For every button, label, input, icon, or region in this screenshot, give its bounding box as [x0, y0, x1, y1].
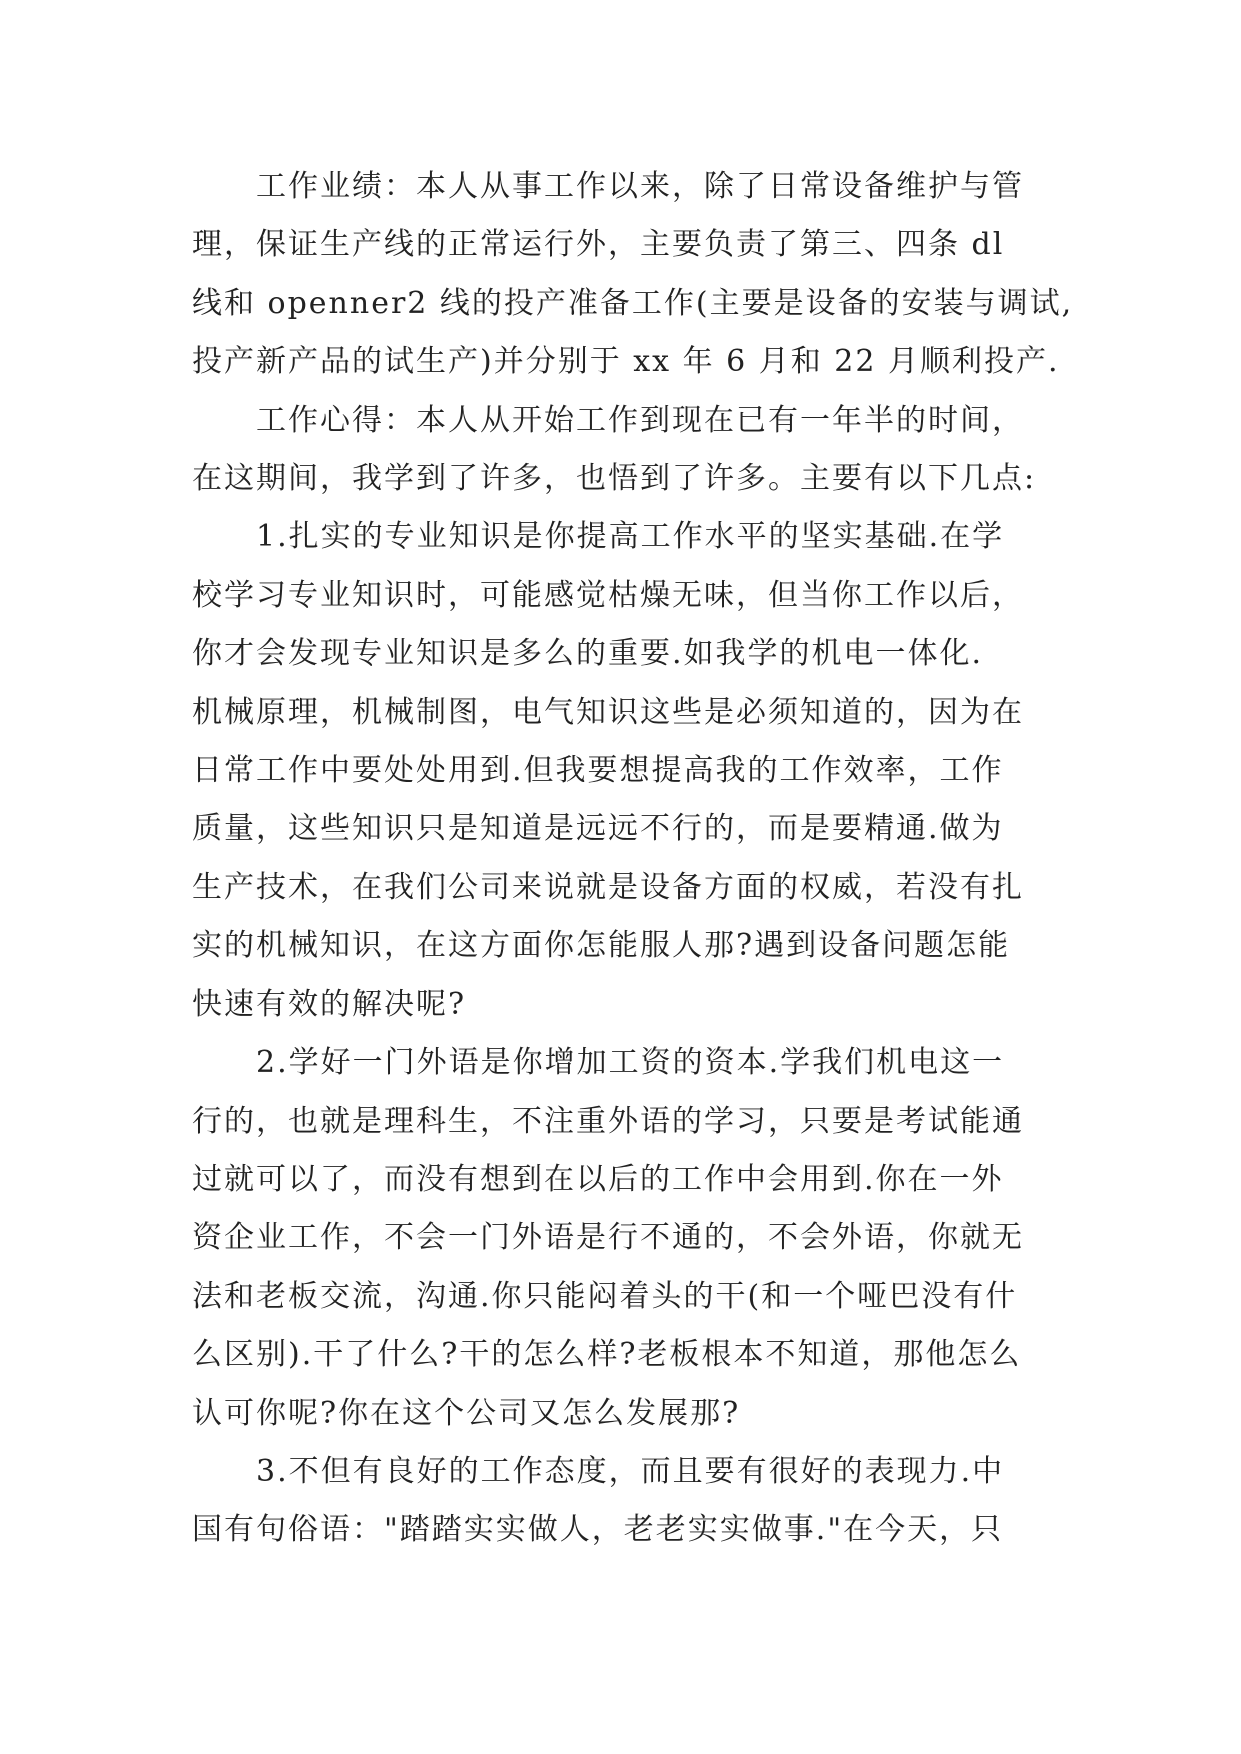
text-line: 资企业工作，不会一门外语是行不通的，不会外语，你就无	[192, 1220, 1024, 1256]
text-line: 工作心得：本人从开始工作到现在已有一年半的时间，	[256, 402, 1024, 438]
text-line: 2.学好一门外语是你增加工资的资本.学我们机电这一	[256, 1045, 1005, 1081]
text-line: 过就可以了，而没有想到在以后的工作中会用到.你在一外	[192, 1161, 1004, 1197]
paragraph-point-3	[192, 1443, 1092, 1560]
paragraph-work-insights	[192, 392, 1092, 509]
text-line: 质量，这些知识只是知道是远远不行的，而是要精通.做为	[192, 811, 1004, 847]
text-line: 工作业绩：本人从事工作以来，除了日常设备维护与管	[256, 169, 1024, 204]
text-line: 机械原理，机械制图，电气知识这些是必须知道的，因为在	[192, 694, 1024, 730]
text-line: 理，保证生产线的正常运行外，主要负责了第三、四条 dl	[192, 227, 1005, 263]
paragraph-point-2	[192, 1034, 1092, 1443]
paragraph-work-achievements	[192, 158, 1092, 392]
text-line: 投产新产品的试生产)并分别于 xx 年 6 月和 22 月顺利投产.	[192, 344, 1060, 380]
text-line: 线和 openner2 线的投产准备工作(主要是设备的安装与调试,	[192, 285, 1074, 321]
text-line: 实的机械知识，在这方面你怎能服人那?遇到设备问题怎能	[192, 928, 1011, 964]
text-line: 校学习专业知识时，可能感觉枯燥无味，但当你工作以后，	[192, 577, 1024, 613]
text-line: 3.不但有良好的工作态度，而且要有很好的表现力.中	[256, 1453, 1005, 1489]
document-body	[192, 158, 1092, 1560]
text-line: 快速有效的解决呢?	[192, 986, 467, 1022]
text-line: 在这期间，我学到了许多，也悟到了许多。主要有以下几点:	[192, 461, 1037, 497]
paragraph-point-1	[192, 508, 1092, 1034]
text-line: 生产技术，在我们公司来说就是设备方面的权威，若没有扎	[192, 869, 1024, 905]
text-line: 你才会发现专业知识是多么的重要.如我学的机电一体化.	[192, 636, 984, 672]
text-line: 认可你呢?你在这个公司又怎么发展那?	[192, 1395, 741, 1431]
text-line: 法和老板交流，沟通.你只能闷着头的干(和一个哑巴没有什	[192, 1278, 1018, 1314]
text-line: 1.扎实的专业知识是你提高工作水平的坚实基础.在学	[256, 519, 1005, 555]
text-line: 国有句俗语："踏踏实实做人，老老实实做事."在今天，只	[192, 1512, 1004, 1548]
text-line: 么区别).干了什么?干的怎么样?老板根本不知道，那他怎么	[192, 1337, 1022, 1373]
text-line: 日常工作中要处处用到.但我要想提高我的工作效率，工作	[192, 753, 1004, 789]
text-line: 行的，也就是理科生，不注重外语的学习，只要是考试能通	[192, 1103, 1024, 1139]
